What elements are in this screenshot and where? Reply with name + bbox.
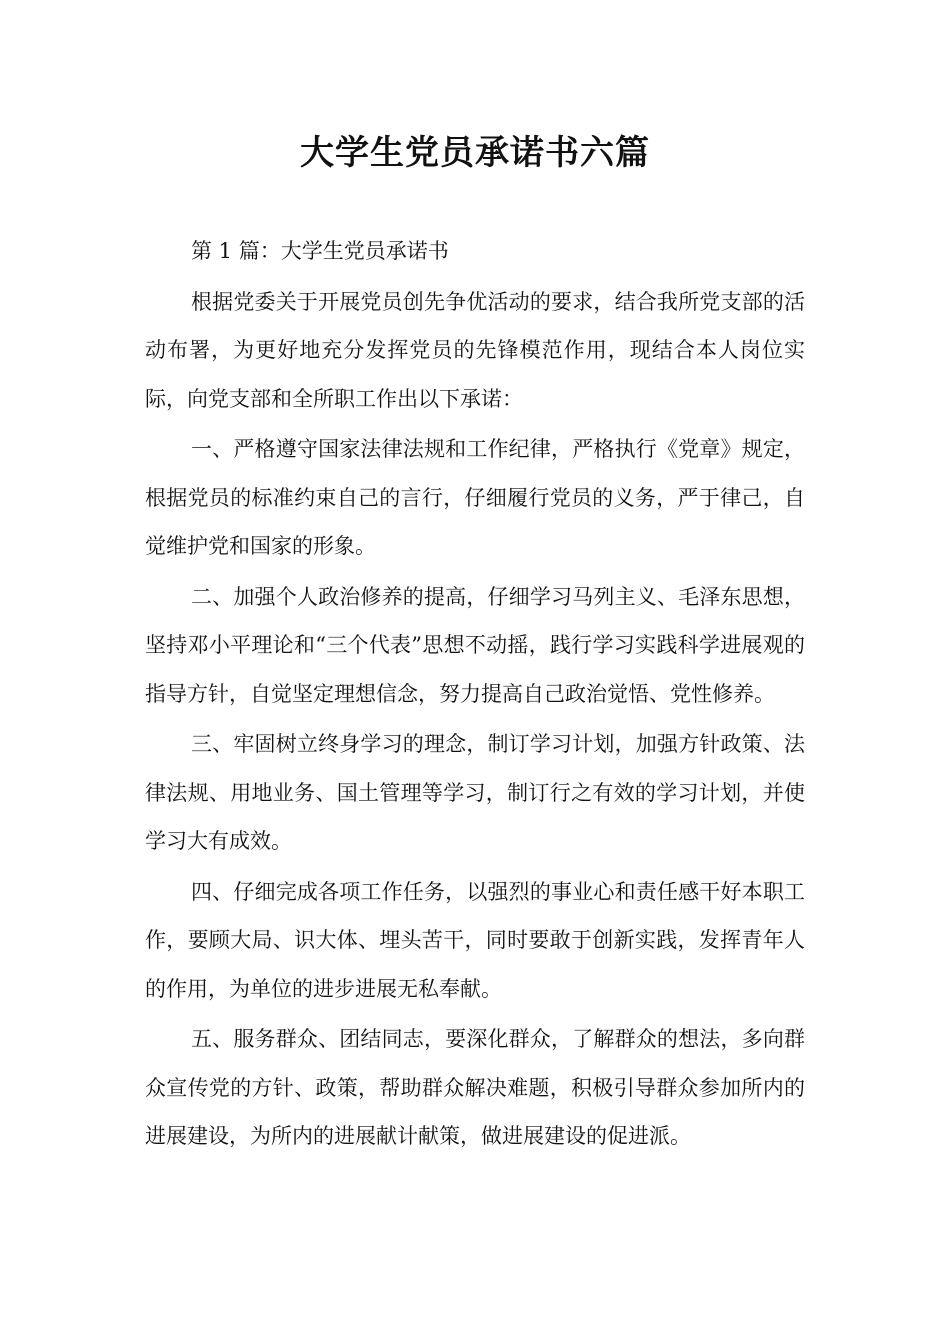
paragraph-intro: 根据党委关于开展党员创先争优活动的要求，结合我所党支部的活动布署，为更好地充分发挥党员的先锋模范作用，现结合本人岗位实际，向党支部和全所职工作出以下承诺： <box>145 289 805 411</box>
paragraph-1: 一、严格遵守国家法律法规和工作纪律，严格执行《党章》规定，根据党员的标准约束自己的言行，仔细履行党员的义务，严于律己，自觉维护党和国家的形象。 <box>145 437 805 558</box>
paragraph-5: 五、服务群众、团结同志，要深化群众，了解群众的想法，多向群众宣传党的方针、政策，帮助群众解决难题，积极引导群众参加所内的进展建设，为所内的进展献计献策，做进展建设的促进派。 <box>145 1027 805 1148</box>
paragraph-2: 二、加强个人政治修养的提高，仔细学习马列主义、毛泽东思想，坚持邓小平理论和“三个代表”思想不动摇，践行学习实践科学进展观的指导方针，自觉坚定理想信念，努力提高自己政治觉悟、党性修养。 <box>145 584 805 706</box>
document-title: 大学生党员承诺书六篇 <box>300 133 650 173</box>
paragraph-4: 四、仔细完成各项工作任务，以强烈的事业心和责任感干好本职工作，要顾大局、识大体、埋头苦干，同时要敢于创新实践，发挥青年人的作用，为单位的进步进展无私奉献。 <box>145 879 805 1001</box>
paragraph-3: 三、牢固树立终身学习的理念，制订学习计划，加强方针政策、法律法规、用地业务、国土管理等学习，制订行之有效的学习计划，并使学习大有成效。 <box>145 732 805 853</box>
section-heading: 第 1 篇：大学生党员承诺书 <box>191 239 449 263</box>
document-body <box>145 227 805 1161</box>
